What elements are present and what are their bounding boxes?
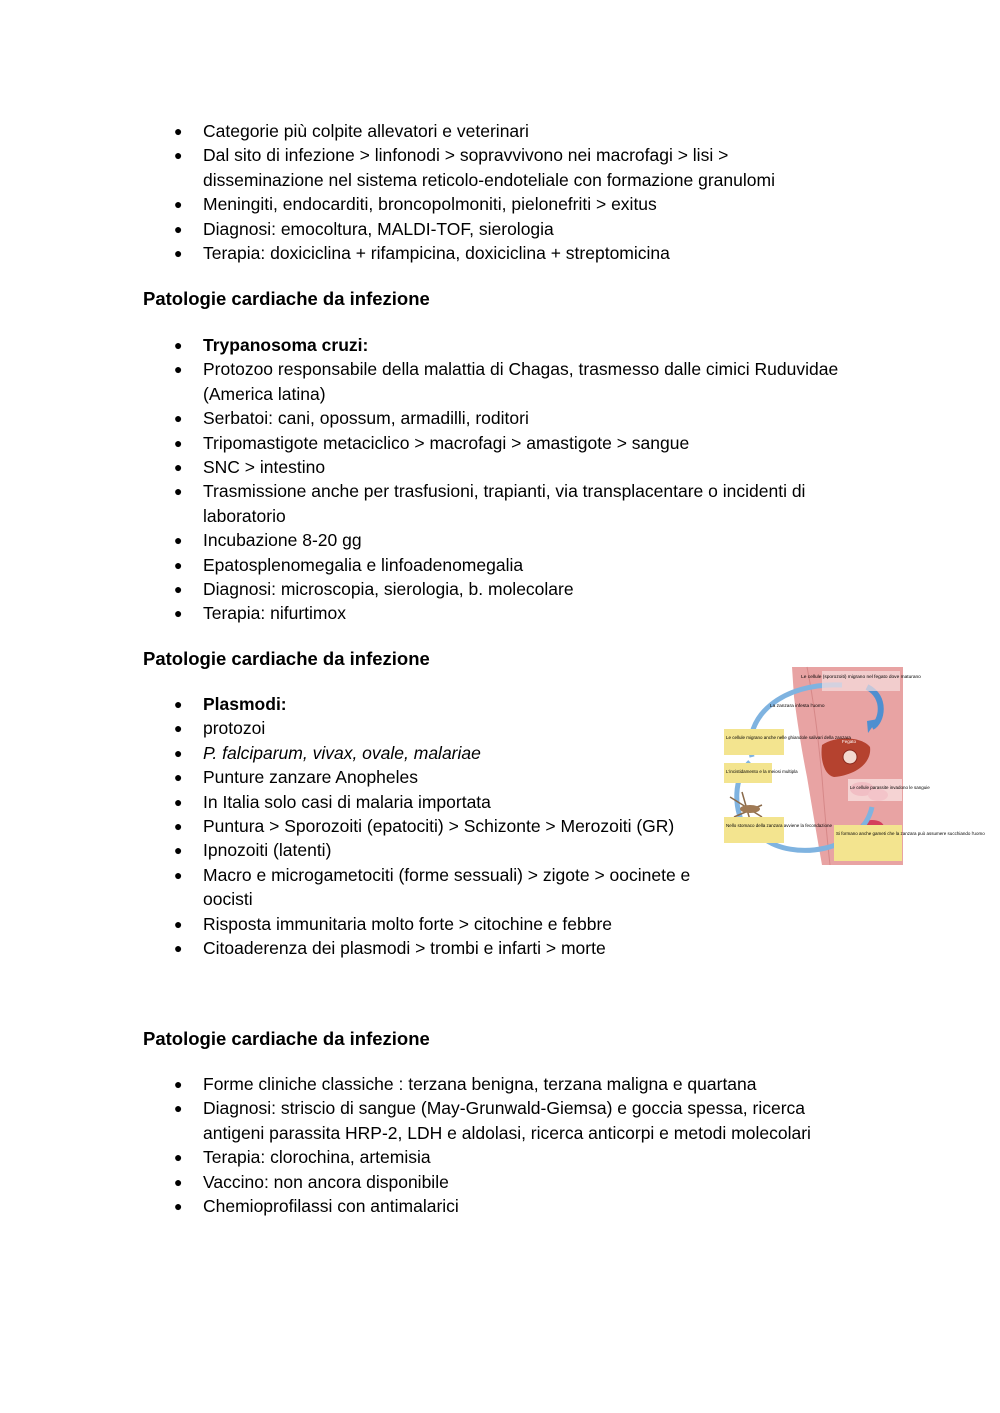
- bullet-list-brucellosi: [174, 119, 814, 265]
- section-heading-malaria-clinica: Patologie cardiache da infezione: [143, 1028, 430, 1049]
- list-item: ● Forme cliniche classiche : terzana benigna, terzana maligna e quartana: [174, 1072, 854, 1096]
- list-item: ● Meningiti, endocarditi, broncopolmoniti, pielonefriti > exitus: [174, 192, 814, 216]
- list-item: ● Punture zanzare Anopheles: [174, 765, 714, 789]
- figure-label: Le cellule (sporozoiti) migrano nel fegato dove maturano: [801, 675, 921, 680]
- list-item: ● Trasmissione anche per trasfusioni, trapianti, via transplacentare o incidenti di laboratorio: [174, 479, 886, 528]
- list-item: ● Protozoo responsabile della malattia di Chagas, trasmesso dalle cimici Ruduvidae (America latina): [174, 357, 886, 406]
- figure-label: La zanzara infesta l'uomo: [770, 704, 825, 709]
- list-item: ● Serbatoi: cani, opossum, armadilli, roditori: [174, 406, 886, 430]
- list-item: ● Epatosplenomegalia e linfoadenomegalia: [174, 553, 886, 577]
- figure-label: L'incistidamento e la meiosi multipla: [726, 769, 798, 774]
- section-heading-trypanosoma: Patologie cardiache da infezione: [143, 288, 430, 309]
- figure-label: Fegato: [842, 739, 857, 744]
- list-item: ● Diagnosi: emocoltura, MALDI-TOF, sierologia: [174, 217, 814, 241]
- figure-label: Si formano anche gameti che la zanzara può assumere succhiando l'uomo: [836, 831, 985, 836]
- list-item: ● P. falciparum, vivax, ovale, malariae: [174, 741, 714, 765]
- list-item: ● protozoi: [174, 716, 714, 740]
- list-item: ● Tripomastigote metaciclico > macrofagi > amastigote > sangue: [174, 431, 886, 455]
- list-item: ● In Italia solo casi di malaria importata: [174, 790, 714, 814]
- list-item: ● Chemioprofilassi con antimalarici: [174, 1194, 854, 1218]
- figure-label: Le cellule parassite invadono le sanguie: [850, 785, 930, 790]
- list-item: ● Terapia: clorochina, artemisia: [174, 1145, 854, 1169]
- list-item: ● Incubazione 8-20 gg: [174, 528, 886, 552]
- list-item: ● Macro e microgametociti (forme sessuali) > zigote > oocinete e oocisti: [174, 863, 714, 912]
- section-heading-plasmodi: Patologie cardiache da infezione: [143, 648, 430, 669]
- bullet-list-trypanosoma: [174, 333, 886, 626]
- list-item: ● Vaccino: non ancora disponibile: [174, 1170, 854, 1194]
- bullet-list-malaria-clinica: [174, 1072, 854, 1218]
- list-item: ● Ipnozoiti (latenti): [174, 838, 714, 862]
- list-item: ● Terapia: nifurtimox: [174, 601, 886, 625]
- figure-label: Le cellule migrano anche nelle ghiandole salivari della zanzara: [726, 735, 851, 740]
- malaria-life-cycle-figure: [722, 667, 985, 865]
- list-item: ● Trypanosoma cruzi:: [174, 333, 886, 357]
- figure-label: Nello stomaco della zanzara avviene la fecondazione: [726, 823, 833, 828]
- list-item: ● Terapia: doxiciclina + rifampicina, doxiciclina + streptomicina: [174, 241, 814, 265]
- list-item: ● SNC > intestino: [174, 455, 886, 479]
- list-item: ● Dal sito di infezione > linfonodi > sopravvivono nei macrofagi > lisi > disseminazione nel sistema reticolo-endoteliale con formazione granulomi: [174, 143, 814, 192]
- list-item: ● Diagnosi: striscio di sangue (May-Grunwald-Giemsa) e goccia spessa, ricerca antigeni parassita HRP-2, LDH e aldolasi, ricerca anticorpi e metodi molecolari: [174, 1096, 854, 1145]
- list-item: ● Puntura > Sporozoiti (epatociti) > Schizonte > Merozoiti (GR): [174, 814, 714, 838]
- list-item: ● Citoaderenza dei plasmodi > trombi e infarti > morte: [174, 936, 714, 960]
- list-item: ● Plasmodi:: [174, 692, 714, 716]
- list-item: ● Diagnosi: microscopia, sierologia, b. molecolare: [174, 577, 886, 601]
- bullet-list-plasmodi: [174, 692, 714, 960]
- list-item: ● Risposta immunitaria molto forte > citochine e febbre: [174, 912, 714, 936]
- list-item: ● Categorie più colpite allevatori e veterinari: [174, 119, 814, 143]
